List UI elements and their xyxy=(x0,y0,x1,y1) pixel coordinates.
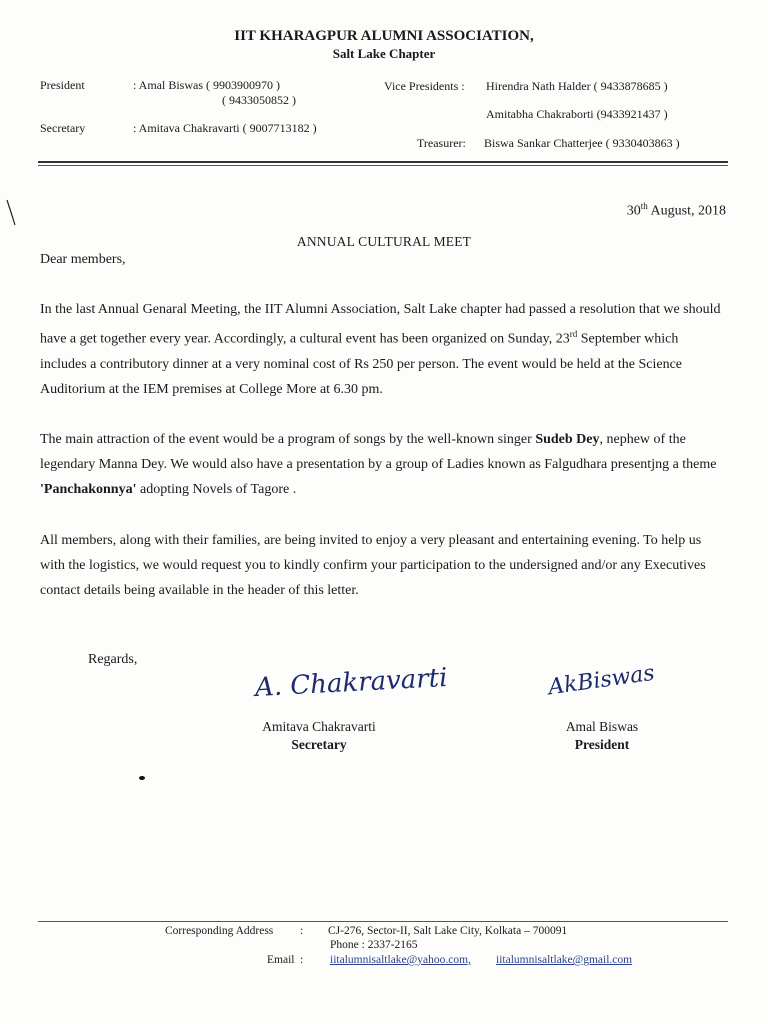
president-label: President xyxy=(40,78,85,92)
footer-divider xyxy=(38,921,728,922)
paragraph-1: In the last Annual Genaral Meeting, the IIT Alumni Association, Salt Lake chapter had passed a resolution that we should have a get together every year. Accordingly, a cultural event has been organized on Sunday, 23rd September which includes a contributory dinner at a very nominal cost of Rs 250 per person. The event would be held at the Science Auditorium at the IEM premises at College More at 6.30 pm. xyxy=(40,302,721,397)
vice-president-2: Amitabha Chakraborti (9433921437 ) xyxy=(486,107,668,121)
email-label: Email xyxy=(267,954,295,966)
chapter-name: Salt Lake Chapter xyxy=(332,46,436,61)
email-link-yahoo[interactable]: iitalumnisaltlake@yahoo.com, xyxy=(330,954,471,966)
secretary-value: : Amitava Chakravarti ( 9007713182 ) xyxy=(133,121,317,135)
subject-heading: ANNUAL CULTURAL MEET xyxy=(296,234,472,249)
vice-presidents-label: Vice Presidents : xyxy=(384,79,465,93)
vice-president-1: Hirendra Nath Halder ( 9433878685 ) xyxy=(486,79,668,93)
president-value: : Amal Biswas ( 9903900970 ) xyxy=(133,78,280,92)
email-colon: : xyxy=(300,954,304,966)
org-name: IIT KHARAGPUR ALUMNI ASSOCIATION, xyxy=(234,28,534,44)
address-value: CJ-276, Sector-II, Salt Lake City, Kolkata – 700091 xyxy=(328,925,568,937)
president-name: Amal Biswas xyxy=(565,719,639,734)
paragraph-2: The main attraction of the event would be a program of songs by the well-known singer Sudeb Dey, nephew of the legendary Manna Dey. We would also have a presentation by a group of Ladies known as Falgudhara presentjng a theme 'Panchakonnya' adopting Novels of Tagore . xyxy=(40,432,717,497)
paragraph-3: All members, along with their families, are being invited to enjoy a very pleasant and entertaining evening. To help us with the logistics, we would request you to kindly confirm your participation to the undersigned and/or any Executives contact details being available in the header of this letter. xyxy=(40,533,706,598)
president-signature: AkBiswas xyxy=(546,660,657,701)
secretary-label: Secretary xyxy=(40,121,86,135)
secretary-title: Secretary xyxy=(291,737,347,752)
regards: Regards, xyxy=(88,652,138,667)
secretary-name: Amitava Chakravarti xyxy=(262,719,376,734)
letter-date: 30th August, 2018 xyxy=(626,201,726,219)
margin-pen-mark xyxy=(4,198,18,228)
singer-name: Sudeb Dey xyxy=(535,432,600,447)
header-divider xyxy=(38,161,728,163)
president-title: President xyxy=(574,737,630,752)
treasurer-label: Treasurer: xyxy=(417,136,466,150)
theme-name: 'Panchakonnya' xyxy=(40,482,137,497)
salutation: Dear members, xyxy=(40,252,126,267)
address-colon: : xyxy=(300,925,304,937)
stray-dot-mark xyxy=(137,774,147,782)
secretary-signature: A. Chakravarti xyxy=(254,662,449,704)
treasurer-value: Biswa Sankar Chatterjee ( 9330403863 ) xyxy=(484,136,680,150)
phone-value: Phone : 2337-2165 xyxy=(330,939,418,951)
president-phone-2: ( 9433050852 ) xyxy=(222,93,296,107)
email-link-gmail[interactable]: iitalumnisaltlake@gmail.com xyxy=(496,954,633,966)
address-label: Corresponding Address xyxy=(165,925,274,937)
header-divider-thin xyxy=(38,165,728,166)
